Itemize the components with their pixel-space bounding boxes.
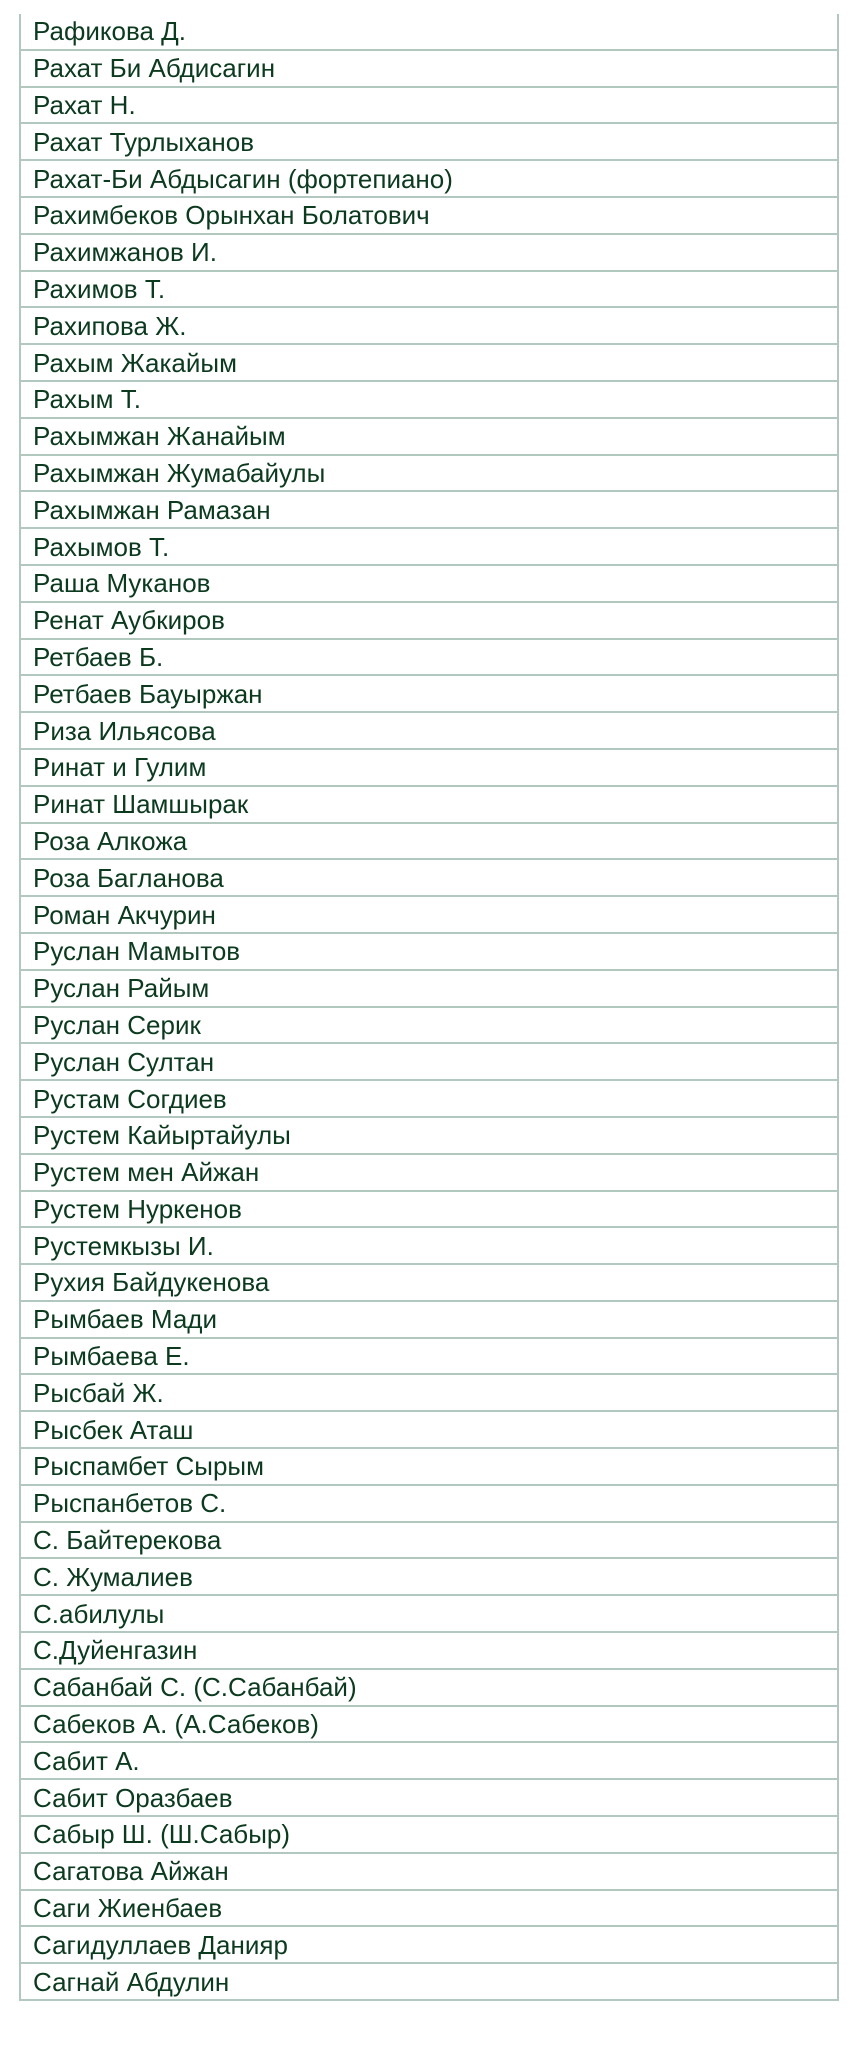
table-row bbox=[21, 235, 837, 272]
name-cell: Рустемкызы И. bbox=[33, 1230, 214, 1261]
name-cell: Ретбаев Б. bbox=[33, 641, 164, 672]
table-row bbox=[21, 1633, 837, 1670]
name-cell: С.абилулы bbox=[33, 1598, 165, 1629]
table-row bbox=[21, 1707, 837, 1744]
table-row bbox=[21, 1523, 837, 1560]
name-cell: Рахат Би Абдисагин bbox=[33, 53, 276, 84]
table-row bbox=[21, 1927, 837, 1964]
name-cell: Роза Багланова bbox=[33, 862, 224, 893]
name-cell: Рымбаев Мади bbox=[33, 1304, 217, 1335]
name-cell: Сагидуллаев Данияр bbox=[33, 1929, 288, 1960]
table-row bbox=[21, 1486, 837, 1523]
table-row bbox=[21, 1964, 837, 2001]
table-row bbox=[21, 824, 837, 861]
name-cell: Рахым Жакайым bbox=[33, 347, 237, 378]
name-cell: Сабанбай С. (С.Сабанбай) bbox=[33, 1672, 357, 1703]
name-cell: Рыспанбетов С. bbox=[33, 1488, 227, 1519]
name-cell: Руслан Мамытов bbox=[33, 936, 241, 967]
name-cell: Сагатова Айжан bbox=[33, 1856, 229, 1887]
name-cell: Ренат Аубкиров bbox=[33, 605, 225, 636]
name-cell: С. Байтерекова bbox=[33, 1525, 222, 1556]
table-row bbox=[21, 750, 837, 787]
table-row bbox=[21, 1155, 837, 1192]
table-row bbox=[21, 1339, 837, 1376]
table-row bbox=[21, 1081, 837, 1118]
table-row bbox=[21, 51, 837, 88]
table-row bbox=[21, 456, 837, 493]
name-cell: Сагнай Абдулин bbox=[33, 1966, 230, 1997]
table-row bbox=[21, 1228, 837, 1265]
name-cell: Рахат-Би Абдысагин (фортепиано) bbox=[33, 163, 453, 194]
table-row bbox=[21, 971, 837, 1008]
table-row bbox=[21, 713, 837, 750]
name-cell: Рысбай Ж. bbox=[33, 1377, 164, 1408]
name-cell: Сабеков А. (А.Сабеков) bbox=[33, 1709, 319, 1740]
name-cell: Роза Алкожа bbox=[33, 825, 188, 856]
table-row bbox=[21, 1008, 837, 1045]
name-cell: Рухия Байдукенова bbox=[33, 1267, 270, 1298]
name-cell: Ринат Шамшырак bbox=[33, 789, 249, 820]
name-cell: Руслан Райым bbox=[33, 973, 210, 1004]
table-row bbox=[21, 1412, 837, 1449]
name-cell: Рыспамбет Сырым bbox=[33, 1451, 264, 1482]
table-row bbox=[21, 787, 837, 824]
name-cell: Рахымжан Жумабайулы bbox=[33, 457, 326, 488]
table-row bbox=[21, 1780, 837, 1817]
table-row bbox=[21, 1192, 837, 1229]
name-cell: Сабыр Ш. (Ш.Сабыр) bbox=[33, 1819, 291, 1850]
table-row bbox=[21, 1265, 837, 1302]
table-row bbox=[21, 308, 837, 345]
name-cell: Рахым Т. bbox=[33, 384, 141, 415]
name-cell: С. Жумалиев bbox=[33, 1561, 193, 1592]
table-row bbox=[21, 860, 837, 897]
name-cell: Ринат и Гулим bbox=[33, 752, 207, 783]
name-cell: Саги Жиенбаев bbox=[33, 1893, 223, 1924]
name-cell: Рахымов Т. bbox=[33, 531, 170, 562]
table-row bbox=[21, 1118, 837, 1155]
table-row bbox=[21, 1044, 837, 1081]
table-row bbox=[21, 88, 837, 125]
table-row bbox=[21, 124, 837, 161]
name-cell: Рысбек Аташ bbox=[33, 1414, 194, 1445]
name-cell: Руслан Султан bbox=[33, 1046, 215, 1077]
table-row bbox=[21, 676, 837, 713]
table-row bbox=[21, 1559, 837, 1596]
name-cell: Роман Акчурин bbox=[33, 899, 216, 930]
name-cell: Рахымжан Жанайым bbox=[33, 421, 286, 452]
table-row bbox=[21, 1375, 837, 1412]
table-row bbox=[21, 1449, 837, 1486]
name-cell: Ретбаев Бауыржан bbox=[33, 678, 263, 709]
table-row bbox=[21, 345, 837, 382]
table-row bbox=[21, 934, 837, 971]
name-cell: Сабит Оразбаев bbox=[33, 1782, 233, 1813]
name-cell: Рустем мен Айжан bbox=[33, 1157, 260, 1188]
table-row bbox=[21, 897, 837, 934]
table-row bbox=[21, 198, 837, 235]
table-row bbox=[21, 1743, 837, 1780]
name-cell: Рымбаева Е. bbox=[33, 1341, 190, 1372]
name-cell: Рустем Нуркенов bbox=[33, 1193, 242, 1224]
name-cell: Риза Ильясова bbox=[33, 715, 216, 746]
name-cell: Рахымжан Рамазан bbox=[33, 494, 271, 525]
table-row bbox=[21, 14, 837, 51]
table-row bbox=[21, 1854, 837, 1891]
table-row bbox=[21, 1302, 837, 1339]
name-cell: Рахипова Ж. bbox=[33, 310, 187, 341]
name-cell: Руслан Серик bbox=[33, 1009, 201, 1040]
name-cell: Рахимжанов И. bbox=[33, 237, 217, 268]
table-row bbox=[21, 1670, 837, 1707]
table-row bbox=[21, 1891, 837, 1928]
name-cell: Рахат Н. bbox=[33, 89, 136, 120]
name-cell: Рахимов Т. bbox=[33, 273, 166, 304]
name-cell: Рахимбеков Орынхан Болатович bbox=[33, 200, 430, 231]
name-list-table bbox=[19, 14, 839, 2001]
table-row bbox=[21, 492, 837, 529]
table-row bbox=[21, 272, 837, 309]
name-cell: Рустам Согдиев bbox=[33, 1083, 227, 1114]
name-cell: Рустем Кайыртайулы bbox=[33, 1120, 291, 1151]
table-row bbox=[21, 161, 837, 198]
name-cell: С.Дуйенгазин bbox=[33, 1635, 198, 1666]
table-row bbox=[21, 603, 837, 640]
table-row bbox=[21, 529, 837, 566]
table-row bbox=[21, 566, 837, 603]
table-row bbox=[21, 419, 837, 456]
table-row bbox=[21, 1596, 837, 1633]
name-cell: Сабит А. bbox=[33, 1745, 140, 1776]
name-cell: Рафикова Д. bbox=[33, 16, 187, 47]
table-row bbox=[21, 640, 837, 677]
name-cell: Рахат Турлыханов bbox=[33, 126, 255, 157]
name-cell: Раша Муканов bbox=[33, 568, 211, 599]
table-row bbox=[21, 1817, 837, 1854]
table-row bbox=[21, 382, 837, 419]
